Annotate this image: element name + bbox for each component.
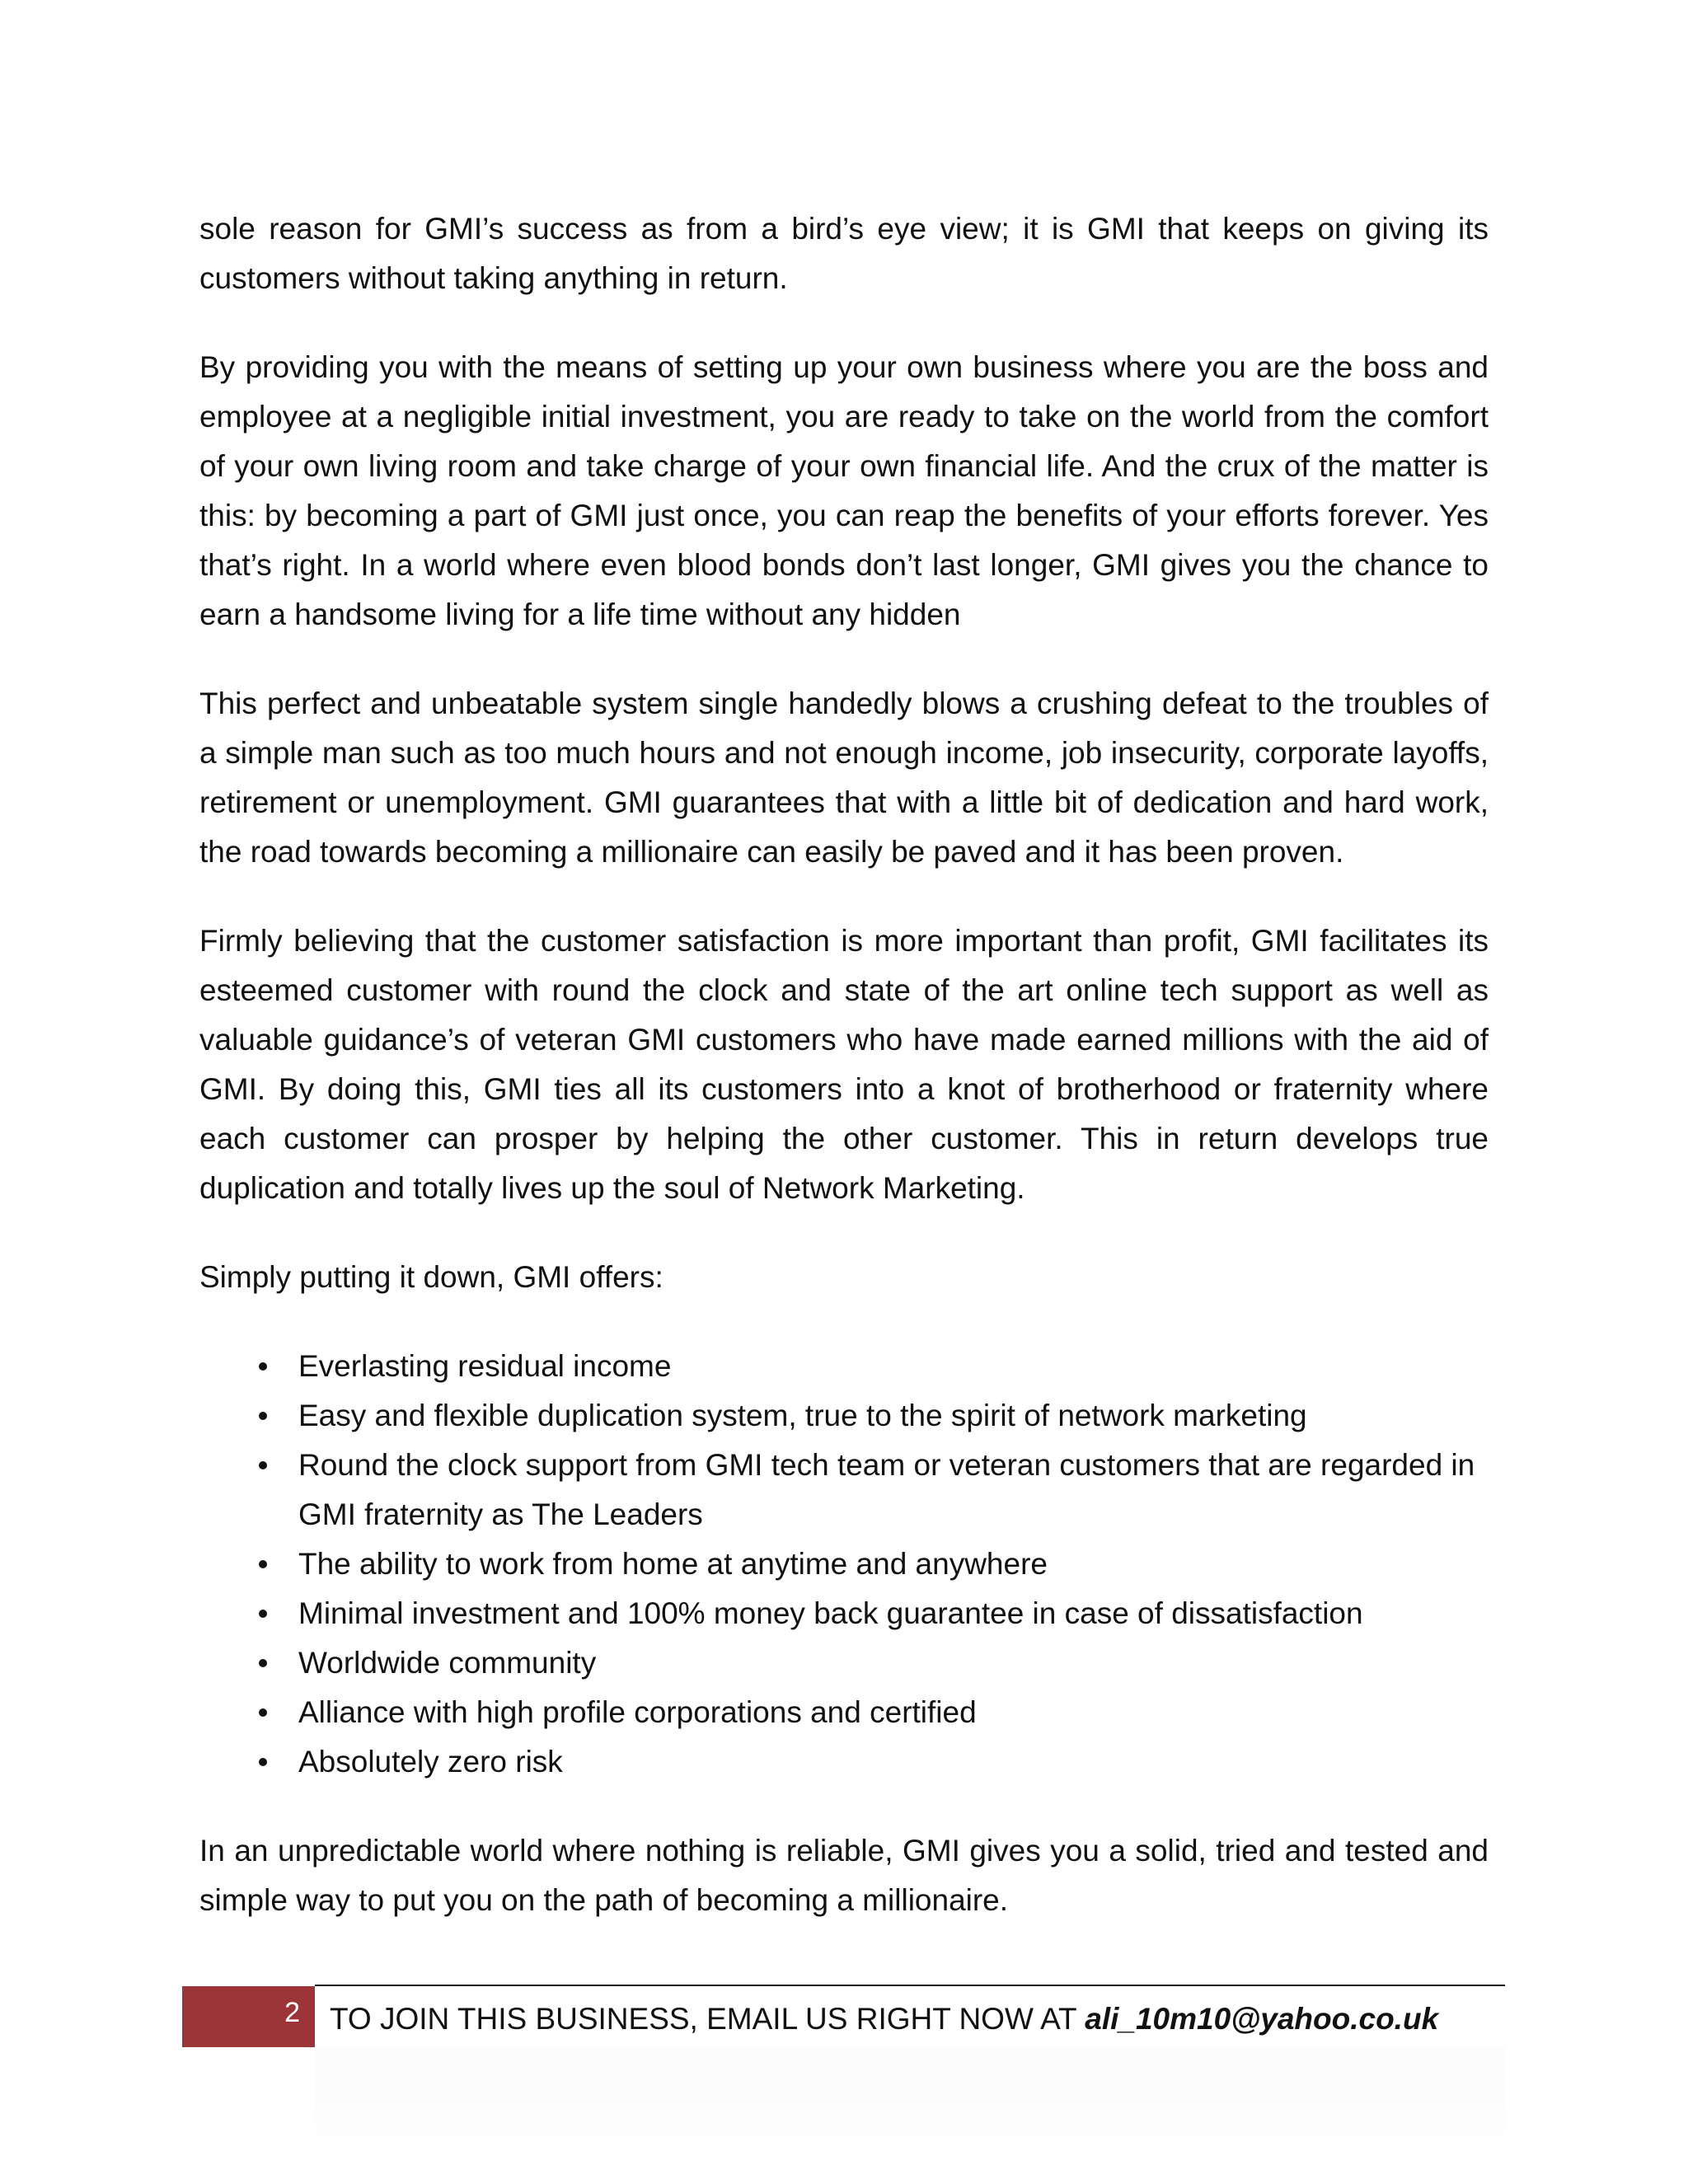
paragraph-intro: sole reason for GMI’s success as from a bird’s eye view; it is GMI that keeps on giving its customers without taking anything in return. xyxy=(199,212,1489,295)
footer-cta xyxy=(330,1994,1438,2044)
paragraph-closing: In an unpredictable world where nothing is reliable, GMI gives you a solid, tried and tested and simple way to put you on the path of becoming a millionaire. xyxy=(199,1834,1489,1917)
page-number: 2 xyxy=(284,1997,300,2028)
paragraph-offers-intro: Simply putting it down, GMI offers: xyxy=(199,1260,663,1294)
bullet-icon xyxy=(259,1412,267,1420)
document-body xyxy=(199,204,1489,1965)
list-item: Round the clock support from GMI tech team or veteran customers that are regarded in GMI fraternity as The Leaders xyxy=(298,1441,1489,1540)
list-item: Alliance with high profile corporations and certified xyxy=(298,1688,1489,1737)
offers-list xyxy=(199,1342,1489,1787)
footer-divider xyxy=(315,1985,1505,1986)
footer-email: ali_10m10@yahoo.co.uk xyxy=(1085,2002,1439,2036)
page-number-box xyxy=(182,1986,315,2047)
bullet-icon xyxy=(259,1659,267,1667)
paragraph-business-means: By providing you with the means of setting up your own business where you are the boss and employee at a negligible initial investment, you are ready to take on the world from the comfort of your own living room and take charge of your own financial life. And the crux of the matter is this: by becoming a part of GMI just once, you can reap the benefits of your efforts forever. Yes that’s right. In a world where even blood bonds don’t last longer, GMI gives you the chance to earn a handsome living for a life time without any hidden xyxy=(199,350,1489,631)
bullet-icon xyxy=(259,1758,267,1766)
bullet-icon xyxy=(259,1560,267,1568)
paragraph-system: This perfect and unbeatable system single handedly blows a crushing defeat to the troubles of a simple man such as too much hours and not enough income, job insecurity, corporate layoffs, retirement or unemployment. GMI guarantees that with a little bit of dedication and hard work, the road towards becoming a millionaire can easily be paved and it has been proven. xyxy=(199,687,1489,869)
footer-shade xyxy=(315,2047,1505,2184)
bullet-icon xyxy=(259,1362,267,1371)
list-item: The ability to work from home at anytime and anywhere xyxy=(298,1540,1489,1589)
footer-cta-text: TO JOIN THIS BUSINESS, EMAIL US RIGHT NOW AT xyxy=(330,2002,1085,2036)
list-item: Easy and flexible duplication system, true to the spirit of network marketing xyxy=(298,1391,1489,1441)
bullet-icon xyxy=(259,1461,267,1469)
bullet-icon xyxy=(259,1708,267,1717)
paragraph-customer-satisfaction: Firmly believing that the customer satisfaction is more important than profit, GMI facilitates its esteemed customer with round the clock and state of the art online tech support as well as valuable guidance’s of veteran GMI customers who have made earned millions with the aid of GMI. By doing this, GMI ties all its customers into a knot of brotherhood or fraternity where each customer can prosper by helping the other customer. This in return develops true duplication and totally lives up the soul of Network Marketing. xyxy=(199,924,1489,1205)
list-item: Minimal investment and 100% money back guarantee in case of dissatisfaction xyxy=(298,1589,1489,1638)
list-item: Absolutely zero risk xyxy=(298,1737,1489,1787)
list-item: Everlasting residual income xyxy=(298,1342,1489,1391)
bullet-icon xyxy=(259,1610,267,1618)
list-item: Worldwide community xyxy=(298,1638,1489,1688)
